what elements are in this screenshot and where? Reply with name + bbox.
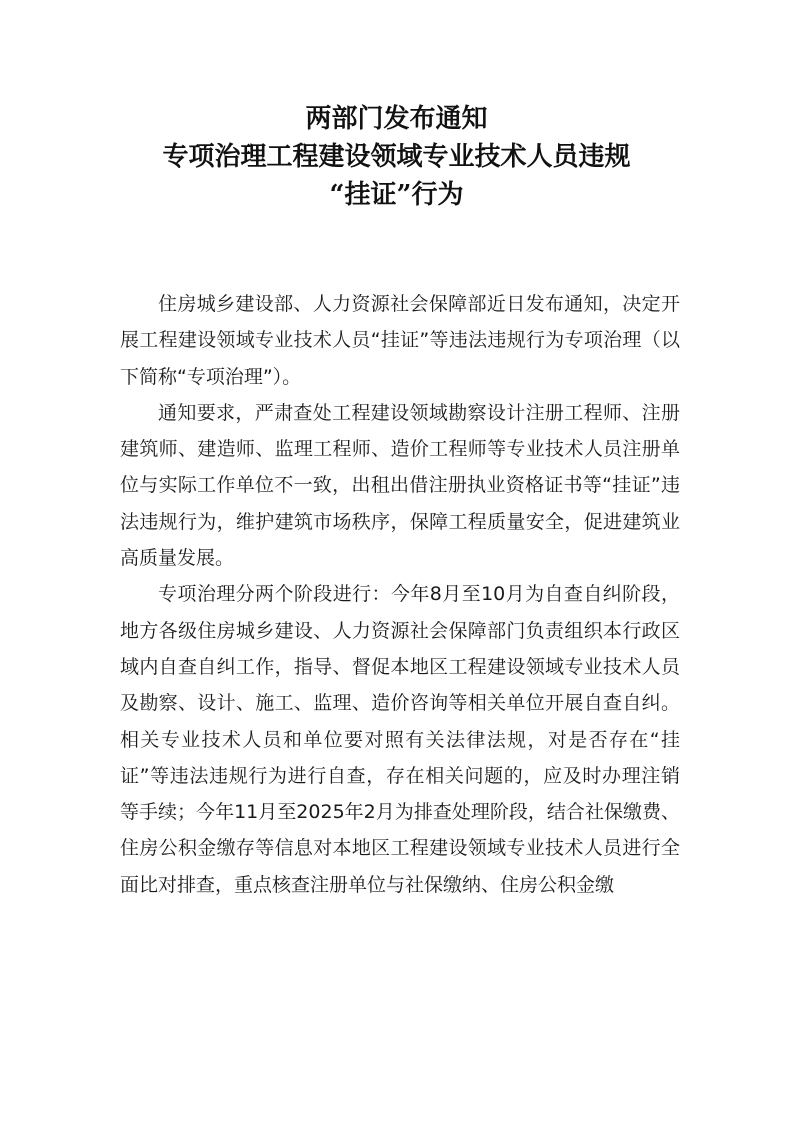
title-line-1: 两部门发布通知 xyxy=(305,104,488,134)
document-title xyxy=(0,100,793,214)
paragraph-3: 专项治理分两个阶段进行：今年8月至10月为自查自纠阶段，地方各级住房城乡建设、人力资源社会保障部门负责组织本行政区域内自查自纠工作，指导、督促本地区工程建设领域专业技术人员及勘察、设计、施工、监理、造价咨询等相关单位开展自查自纠。相关专业技术人员和单位要对照有关法律法规，对是否存在“挂证”等违法违规行为进行自查，存在相关问题的，应及时办理注销等手续；今年11月至2025年2月为排查处理阶段，结合社保缴费、住房公积金缴存等信息对本地区工程建设领域专业技术人员进行全面比对排查，重点核查注册单位与社保缴纳、住房公积金缴 xyxy=(120,583,680,896)
paragraph-1: 住房城乡建设部、人力资源社会保障部近日发布通知，决定开展工程建设领域专业技术人员“挂证”等违法违规行为专项治理（以下简称“专项治理”）。 xyxy=(120,293,680,388)
paragraph-2: 通知要求，严肃查处工程建设领域勘察设计注册工程师、注册建筑师、建造师、监理工程师、造价工程师等专业技术人员注册单位与实际工作单位不一致，出租出借注册执业资格证书等“挂证”违法违规行为，维护建筑市场秩序，保障工程质量安全，促进建筑业高质量发展。 xyxy=(120,401,680,570)
title-line-3: “挂证”行为 xyxy=(329,180,464,210)
document-body xyxy=(120,286,680,903)
title-line-2: 专项治理工程建设领域专业技术人员违规 xyxy=(162,142,631,172)
